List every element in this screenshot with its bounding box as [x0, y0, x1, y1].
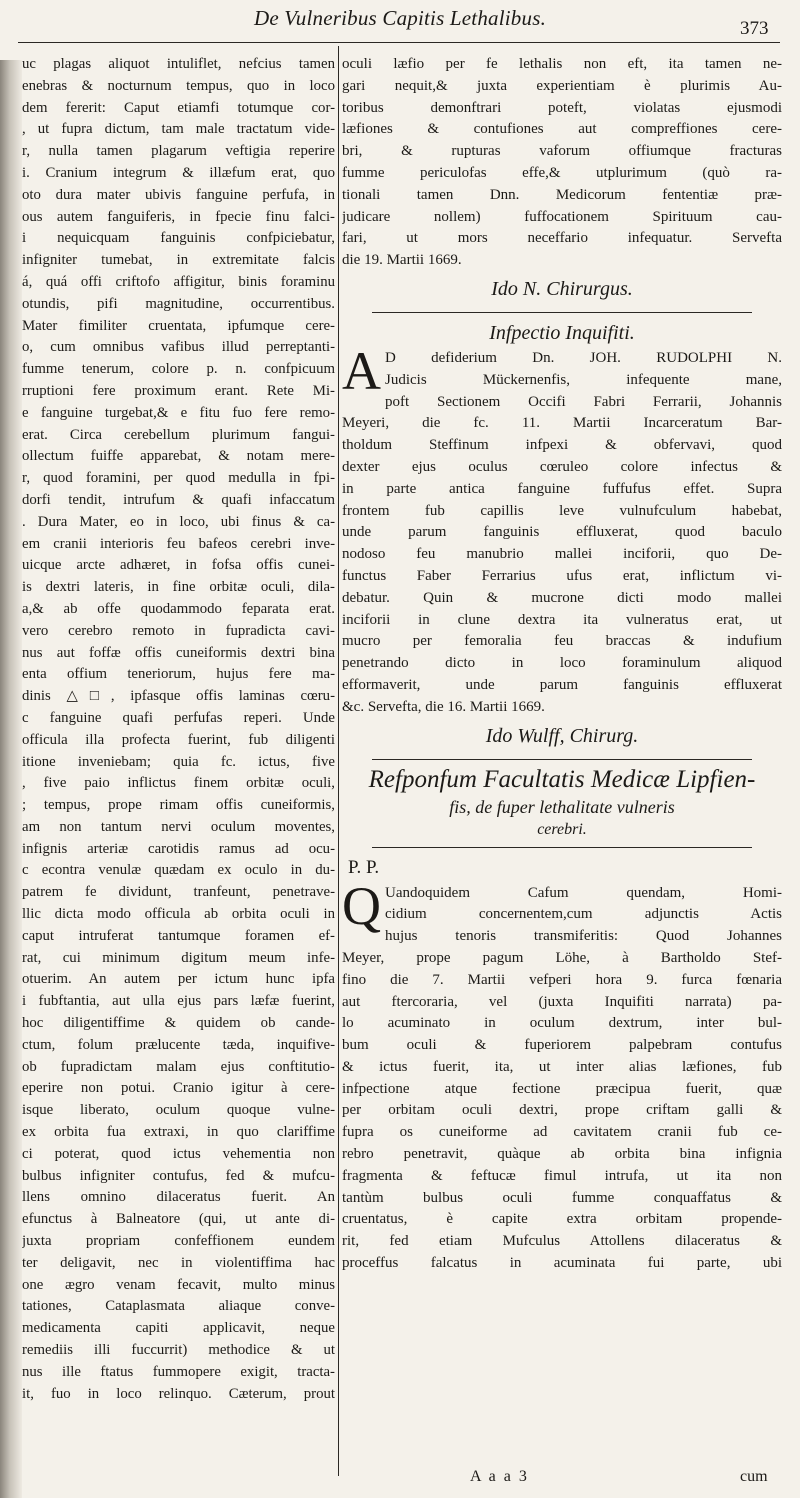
text-line: cruentatus, è capite extra orbitam propende-: [342, 1211, 782, 1228]
text-line: oto dura mater ubivis fanguine perfufa, in: [22, 186, 335, 203]
text-line: e fanguine turgebat,& e fitu fuo fere remo-: [22, 404, 335, 421]
text-line: . Dura Mater, eo in loco, ubi finus & ca-: [22, 513, 335, 530]
response-heading: [342, 765, 782, 841]
text-line: patrem fe dividunt, tranfeunt, penetrave-: [22, 884, 335, 901]
section-title: Infpectio Inquifiti.: [489, 321, 635, 344]
text-line: ollectum fuiffe apparebat, & notam mere-: [22, 448, 335, 465]
text-line: infpectione atque fectione præcipua fuerit, quæ: [342, 1080, 782, 1097]
text-line: die 19. Martii 1669.: [342, 252, 462, 269]
text-line: hoc diligentiffime & quidem ob cande-: [22, 1015, 335, 1032]
salutation: P. P.: [348, 856, 380, 878]
text-line: oculi læfio per fe lethalis non eft, ita tamen ne-: [342, 56, 782, 72]
text-line: dexter ejus oculus cœruleo colore infectus &: [342, 458, 782, 475]
text-line: per orbitam oculi dextri, prope criftam galli &: [342, 1102, 782, 1119]
text-line: fari, ut mors neceffario infequatur. Servefta: [342, 230, 782, 247]
text-line: i. Cranium integrum & illæfum erat, quo: [22, 164, 335, 181]
book-gutter: [0, 60, 22, 1498]
text-line: itione inveniebam; quia fc. ictus, five: [22, 753, 335, 770]
text-line: tantùm bulbus oculi fumme conquaffatus &: [342, 1189, 782, 1206]
column-divider: [338, 46, 339, 1476]
text-line: frontem fub capillis leve vulnufculum habebat,: [342, 502, 782, 519]
text-line: debatur. Quin & mucrone dicti modo mallei: [342, 589, 782, 606]
text-line: erat. Circa cerebellum plurimum fangui-: [22, 426, 335, 443]
text-line: rebro penetravit, quàque ab orbita bina infignia: [342, 1146, 782, 1163]
signoff-ido-wulff: Ido Wulff, Chirurg.: [485, 724, 639, 747]
text-line: remediis illi fuccurrit) methodice & ut: [22, 1342, 335, 1359]
text-line: unde parum fanguinis effluxerat, quod baculo: [342, 524, 782, 541]
opinion-paragraph: [342, 54, 782, 272]
text-line: proceffus falcatus in acuminata fui parte, ubi: [342, 1255, 782, 1272]
text-line: am non tantum nervi oculum moventes,: [22, 818, 335, 835]
text-line: isque liberato, oculum quoque vulne-: [22, 1102, 335, 1119]
text-line: cidium concernentem,cum adjunctis Actis: [385, 906, 782, 923]
text-line: fino die 7. Martii vefperi hora 9. furca fœnaria: [342, 971, 782, 988]
text-line: ex orbita fua extraxi, in quo clariffime: [22, 1124, 335, 1141]
text-line: rruptioni fere proximum erant. Rete Mi-: [22, 382, 335, 399]
text-line: Mater fimiliter cruentata, ipfumque cere-: [22, 317, 335, 334]
text-line: a,& ab offe quodammodo feparata erat.: [22, 600, 335, 617]
header-rule: [18, 42, 780, 43]
text-line: nus aut foffæ offis cuneiformis dextri bina: [22, 644, 335, 661]
text-line: &c. Servefta, die 16. Martii 1669.: [342, 698, 545, 715]
drop-cap: A: [342, 340, 381, 401]
text-line: it, fuo in loco relinquo. Cæterum, prout: [22, 1385, 335, 1402]
text-line: penetrando dicto in loco foraminulum aliquod: [342, 655, 782, 672]
text-line: rat, cui minimum digitum meum infe-: [22, 949, 335, 966]
text-line: D defiderium Dn. JOH. RUDOLPHI N.: [385, 349, 782, 366]
text-line: judicare nollem) fuffocationem Spirituum cau-: [342, 208, 782, 225]
signoff-ido-n: Ido N. Chirurgus.: [491, 277, 633, 300]
text-line: c fanguine quafi perfufas reperi. Unde: [22, 709, 335, 726]
text-line: ous autem fanguiferis, in fpecie finu falci-: [22, 208, 335, 225]
text-line: dinis △□, ipfasque offis laminas cœru-: [22, 688, 335, 705]
text-line: bum oculi & fuperiorem palpebram contufus: [342, 1037, 782, 1054]
text-line: toribus demonftrari poteft, violatas ejusmodi: [342, 99, 782, 116]
section-rule-2: [372, 759, 752, 761]
text-line: ci poterat, quod ictus vehementia non: [22, 1145, 335, 1162]
text-line: aut ftercoraria, vel (juxta Inquifiti narrata) pa-: [342, 993, 782, 1010]
text-line: enebras & nocturnum tempus, quo in loco: [22, 77, 335, 94]
section-rule-3: [372, 847, 752, 849]
text-line: caput intruferat tantumque foramen ef-: [22, 927, 335, 944]
text-line: juxta propriam confeffionem eundem: [22, 1233, 335, 1250]
text-line: , ut fupra dictum, tam male tractatum vide-: [22, 121, 335, 138]
text-line: tionali tamen Dnn. Medicorum fententiæ præ-: [342, 186, 782, 203]
text-line: poft Sectionem Occifi Fabri Ferrarii, Johannis: [385, 393, 782, 410]
text-line: fumme periculofas effe,& utplurimum (quò ra-: [342, 164, 782, 181]
response-paragraph: [342, 875, 782, 1275]
text-line: & ictus fuerit, ita, ut inter alias læfiones, fub: [342, 1058, 782, 1075]
text-line: llic dicta modo officula ab orbita oculi in: [22, 906, 335, 923]
text-line: inciforii in clune dextra ita vulneratus erat, ut: [342, 611, 782, 628]
response-heading-line-1: Refponfum Facultatis Medicæ Lipfien-: [368, 765, 756, 793]
text-line: gari nequit,& juxta experientiam è plurimis Au-: [342, 77, 782, 94]
text-line: læfiones & contufiones aut compreffiones cere-: [342, 121, 782, 138]
text-line: tholdum Steffinum infpexi & obfervavi, quod: [342, 437, 782, 454]
text-line: i nequicquam fanguinis confpiciebatur,: [22, 230, 335, 247]
text-line: ob fupradictam malam ejus conftitutio-: [22, 1058, 335, 1075]
text-line: tationes, Cataplasmata aliaque conve-: [22, 1298, 335, 1315]
text-line: bulbus infigniter contufus, fed & mufcu-: [22, 1167, 335, 1184]
text-line: lo acuminato in oculum dextrum, inter bul-: [342, 1015, 782, 1032]
text-line: fumme tenerum, colore p. n. confpicuum: [22, 361, 335, 378]
inspection-paragraph: [342, 340, 782, 719]
text-line: ctum, folum prælucente tæda, inquifive-: [22, 1036, 335, 1053]
text-line: officula illa profecta fuerint, fub diligenti: [22, 731, 335, 748]
response-heading-line-3: cerebri.: [537, 820, 587, 838]
text-line: llens omnino dilaceratus fuerit. An: [22, 1189, 335, 1206]
text-line: infigniter tumebat, in extremitate falcis: [22, 252, 335, 269]
text-line: dorfi tendit, intrufum & quafi infaccatum: [22, 491, 335, 508]
text-line: functus Faber Ferrarius ufus erat, inflictum vi-: [342, 567, 782, 584]
page-number: 373: [740, 18, 769, 39]
running-title: De Vulneribus Capitis Lethalibus.: [253, 6, 547, 30]
response-heading-line-2: fis, de fuper lethalitate vulneris: [449, 796, 675, 817]
text-line: infignis arteriæ carotidis ramus ad ocu-: [22, 840, 335, 857]
text-line: i fubftantia, aut ulla ejus pars læfæ fuerint,: [22, 993, 335, 1010]
text-line: em cranii interioris feu bafeos cerebri inve-: [22, 535, 335, 552]
right-column: [342, 54, 782, 1275]
left-column: [22, 54, 335, 1484]
drop-cap-2: Q: [342, 875, 381, 936]
text-line: bri, & rupturas vaforum offiumque fracturas: [342, 143, 782, 160]
signature-mark: A a a 3: [470, 1468, 529, 1485]
text-line: uicque arcte adhæret, in fofsa offis cunei-: [22, 557, 335, 574]
text-line: Meyer, prope pagum Löhe, à Bartholdo Stef-: [342, 949, 782, 966]
text-line: otundis, pifi magnitudine, occurrentibus.: [22, 295, 335, 312]
text-line: c econtra venulæ quædam ex oculo in du-: [22, 862, 335, 879]
text-line: , five paio inflictus finem orbitæ oculi,: [22, 775, 335, 792]
text-line: fragmenta & feftucæ fimul intrufa, ut ita non: [342, 1167, 782, 1184]
text-line: uc plagas aliquot intuliflet, nefcius tamen: [22, 56, 335, 72]
section-rule: [372, 312, 752, 314]
text-line: ; tempus, prope rimam offis cuneiformis,: [22, 797, 335, 814]
text-line: one ægro venam fecavit, multo minus: [22, 1276, 335, 1293]
text-line: in parte antica fanguine fuffufus effet. Supra: [342, 480, 782, 497]
text-line: vero cerebro remoto in fupradicta cavi-: [22, 622, 335, 639]
text-line: medicamenta capiti applicavit, neque: [22, 1320, 335, 1337]
text-line: nus ille ftatus fummopere exigit, tracta-: [22, 1363, 335, 1380]
text-line: r, nulla tamen plagarum veftigia reperire: [22, 143, 335, 160]
text-line: mucro per femoralia feu braccas & indufium: [342, 633, 782, 650]
text-line: Meyeri, die fc. 11. Martii Incarceratum Bar-: [342, 415, 782, 432]
text-line: nodoso feu manubrio mallei inciforii, quo De-: [342, 546, 782, 563]
text-line: is dextri lateris, in fine orbitæ oculi, dila-: [22, 579, 335, 596]
text-line: eperire non potui. Cranio igitur à cere-: [22, 1080, 335, 1097]
catchword: cum: [740, 1468, 768, 1485]
text-line: otuerim. An autem per ictum hunc ipfa: [22, 971, 335, 988]
text-line: fupra os cuneiforme ad cavitatem cranii fub ce-: [342, 1124, 782, 1141]
text-line: efunctus à Balneatore (qui, ut ante di-: [22, 1211, 335, 1228]
text-line: dem fererit: Caput etiamfi totumque cor-: [22, 99, 335, 116]
text-line: á, quá offi criftofo affigitur, binis foraminu: [22, 273, 335, 290]
text-line: o, cum omnibus vafibus illud perreptanti-: [22, 339, 335, 356]
text-line: Uandoquidem Cafum quendam, Homi-: [385, 884, 782, 901]
text-line: hujus tenoris transmiferitis: Quod Johannes: [385, 928, 782, 945]
text-line: enta offium teneriorum, hujus fere ma-: [22, 666, 335, 683]
text-line: ter deligavit, nec in violentiffima hac: [22, 1254, 335, 1271]
text-line: efformaverit, unde parum fanguinis effluxerat: [342, 676, 782, 693]
text-line: r, quod foramini, per quod medulla in fpi-: [22, 470, 335, 487]
text-line: Judicis Mückernenfis, infequente mane,: [385, 371, 782, 388]
text-line: rit, fed etiam Mufculus Attollens dilaceratus &: [342, 1233, 782, 1250]
